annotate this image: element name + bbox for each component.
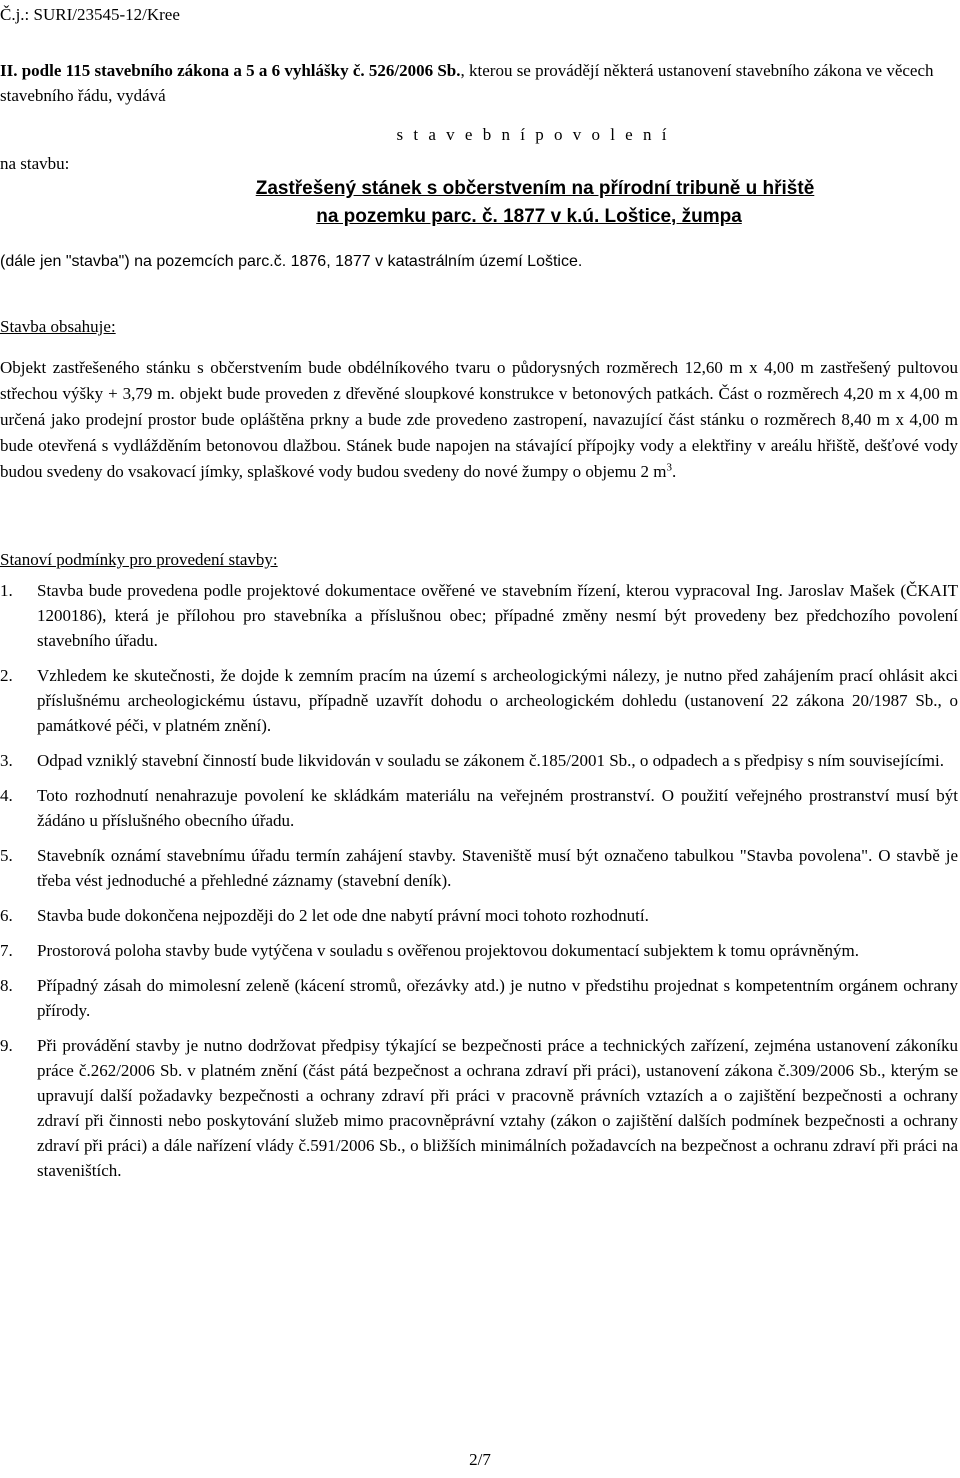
description-end: .: [672, 462, 677, 481]
description-paragraph: [0, 355, 958, 485]
project-block: [0, 151, 958, 247]
condition-number: 7.: [0, 941, 13, 960]
condition-text: Případný zásah do mimolesní zeleně (kácení stromů, ořezávky atd.) je nutno v předstihu projednat s kompetentním orgánem ochrany přírody.: [37, 976, 958, 1020]
decision-title: s t a v e b n í p o v o l e n í: [396, 125, 670, 144]
condition-item: [0, 1033, 958, 1183]
conditions-heading: Stanoví podmínky pro provedení stavby:: [0, 550, 278, 569]
condition-item: [0, 903, 958, 928]
stavbu-label: na stavbu:: [0, 154, 70, 173]
condition-text: Při provádění stavby je nutno dodržovat předpisy týkající se bezpečnosti práce a technických zařízení, zejména ustanovení zákoníku práce č.262/2006 Sb. v platném znění (část pátá bezpečnost a ochrana zdraví při práci), ustanovení zákona č.309/2006 Sb., kterým se upravují další požadavky bezpečnosti a ochrany zdraví při práci v pracovně právních vztazích a o zajištění bezpečnosti a ochrany zdraví při činnosti nebo poskytování služeb mimo pracovněprávní vztahy (zákon o zajištění dalších podmínek bezpečnosti a ochrany zdraví při práci) a dále nařízení vlády č.591/2006 Sb., o bližších minimálních požadavcích na bezpečnost a ochranu zdraví při práci na staveništích.: [37, 1036, 958, 1180]
parcel-note: (dále jen "stavba") na pozemcích parc.č. 1876, 1877 v katastrálním území Loštice.: [0, 253, 583, 270]
condition-item: [0, 973, 958, 1023]
condition-number: 4.: [0, 786, 13, 805]
description-superscript: 3: [666, 461, 673, 474]
description-heading: Stavba obsahuje:: [0, 317, 116, 336]
intro-rest: , kterou se provádějí některá ustanovení stavebního zákona ve věcech stavebního řádu, vydává: [0, 61, 934, 105]
condition-number: 3.: [0, 751, 13, 770]
condition-number: 1.: [0, 581, 13, 600]
project-name-line-2: na pozemku parc. č. 1877 v k.ú. Loštice, žumpa: [316, 206, 742, 227]
conditions-list: [0, 578, 958, 1183]
condition-text: Stavba bude provedena podle projektové dokumentace ověřené ve stavebním řízení, kterou vypracoval Ing. Jaroslav Mašek (ČKAIT 1200186), která je přílohou pro stavebníka a příslušnou obec; případné změny nesmí být provedeny bez předchozího povolení stavebního úřadu.: [37, 581, 958, 650]
condition-item: [0, 938, 958, 963]
description-text: Objekt zastřešeného stánku s občerstvením bude obdélníkového tvaru o půdorysných rozměrech 12,60 m x 4,00 m zastřešený pultovou střechou výšky + 3,79 m. objekt bude proveden z dřevěné sloupkové konstrukce v betonových patkách. Část o rozměrech 4,20 m x 4,00 m určená jako prodejní prostor bude opláštěna prkny a bude zde provedeno zastropení, navazující část stánku o rozměrech 8,40 m x 4,00 m bude otevřená s vydlážděním betonovou dlažbou. Stánek bude napojen na stávající přípojky vody a elektřiny v areálu hřiště, dešťové vody budou svedeny do vsakovací jímky, splaškové vody budou svedeny do nové žumpy o objemu 2 m: [0, 358, 958, 481]
page-number: 2/7: [469, 1450, 491, 1469]
intro-paragraph: [0, 58, 958, 108]
condition-text: Toto rozhodnutí nenahrazuje povolení ke skládkám materiálu na veřejném prostranství. O použití veřejného prostranství musí být žádáno u příslušného obecního úřadu.: [37, 786, 958, 830]
condition-number: 2.: [0, 666, 13, 685]
condition-number: 9.: [0, 1036, 13, 1055]
project-name: [0, 175, 958, 231]
condition-text: Vzhledem ke skutečnosti, že dojde k zemním pracím na území s archeologickými nálezy, je nutno před zahájením prací ohlásit akci příslušnému archeologickému ústavu, případně uzavřít dohodu o archeologickém dohledu (ustanovení 22 zákona 20/1987 Sb., o památkové péči, v platném znění).: [37, 666, 958, 735]
intro-lead: II. podle 115 stavebního zákona a 5 a 6 vyhlášky č. 526/2006 Sb.: [0, 61, 461, 80]
condition-item: [0, 663, 958, 738]
project-name-line-1: Zastřešený stánek s občerstvením na přírodní tribuně u hřiště: [255, 178, 815, 199]
condition-number: 8.: [0, 976, 13, 995]
condition-text: Stavba bude dokončena nejpozději do 2 let ode dne nabytí právní moci tohoto rozhodnutí.: [37, 906, 649, 925]
condition-number: 5.: [0, 846, 13, 865]
condition-item: [0, 783, 958, 833]
document-reference: Č.j.: SURI/23545-12/Kree: [0, 5, 180, 24]
condition-text: Prostorová poloha stavby bude vytýčena v souladu s ověřenou projektovou dokumentací subjektem k tomu oprávněným.: [37, 941, 859, 960]
condition-item: [0, 748, 958, 773]
condition-item: [0, 843, 958, 893]
document-body: [0, 58, 958, 1193]
condition-number: 6.: [0, 906, 13, 925]
condition-text: Stavebník oznámí stavebnímu úřadu termín zahájení stavby. Staveniště musí být označeno tabulkou "Stavba povolena". O stavbě je třeba vést jednoduché a přehledné záznamy (stavební deník).: [37, 846, 958, 890]
condition-text: Odpad vzniklý stavební činností bude likvidován v souladu se zákonem č.185/2001 Sb., o odpadech a s předpisy s ním souvisejícími.: [37, 751, 945, 770]
condition-item: [0, 578, 958, 653]
